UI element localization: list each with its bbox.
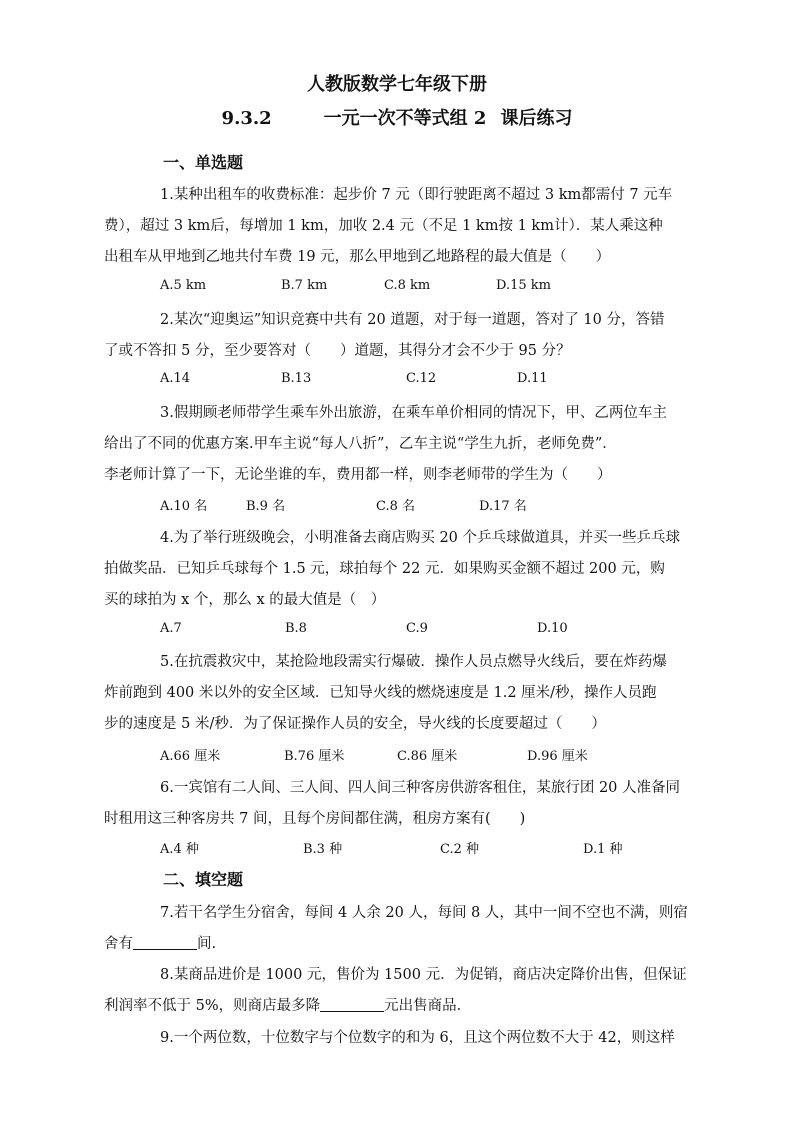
question-3-option-d: D.17 名	[479, 499, 527, 514]
question-2-option-d: D.11	[517, 371, 548, 386]
question-1-option-c: C.8 km	[384, 278, 431, 293]
question-6-option-c: C.2 种	[440, 842, 480, 857]
subtitle-section-number: 9.3.2	[221, 108, 272, 129]
question-2-line-1: 2.某次“迎奥运”知识竞赛中共有 20 道题，对于每一道题，答对了 10 分，答错	[160, 312, 665, 328]
question-4-line-1: 4.为了举行班级晚会，小明准备去商店购买 20 个乒乓球做道具，并买一些乒乓球	[160, 530, 681, 546]
question-3-line-3: 李老师计算了一下，无论坐谁的车，费用都一样，则李老师带的学生为（ ）	[104, 467, 612, 483]
question-6-option-b: B.3 种	[303, 842, 343, 857]
question-2-option-a: A.14	[160, 371, 191, 386]
section-heading-fill-blank: 二、填空题	[163, 870, 244, 889]
question-6-option-d: D.1 种	[583, 842, 623, 857]
question-9-line-1: 9.一个两位数，十位数字与个位数字的和为 6，且这个两位数不大于 42，则这样	[160, 1030, 675, 1046]
question-6-option-a: A.4 种	[160, 842, 199, 857]
question-5-option-d: D.96 厘米	[527, 749, 588, 764]
question-1-line-3: 出租车从甲地到乙地共付车费 19 元，那么甲地到乙地路程的最大值是（ ）	[104, 249, 611, 265]
document-subtitle	[0, 104, 794, 130]
question-7-answer-blank[interactable]	[133, 935, 197, 950]
question-3-option-a: A.10 名	[160, 499, 208, 514]
question-1-option-b: B.7 km	[281, 278, 328, 293]
question-5-option-b: B.76 厘米	[284, 749, 345, 764]
question-4-option-c: C.9	[406, 621, 428, 636]
question-4-option-a: A.7	[160, 621, 182, 636]
question-2-option-c: C.12	[406, 371, 437, 386]
question-1-line-1: 1.某种出租车的收费标准：起步价 7 元（即行驶距离不超过 3 km都需付 7 元车	[160, 187, 673, 203]
subtitle-type: 课后练习	[500, 108, 573, 129]
question-1-option-a: A.5 km	[160, 278, 207, 293]
question-7-line-2	[104, 932, 216, 953]
question-7-text-before-blank: 舍有	[104, 936, 133, 952]
question-4-option-d: D.10	[537, 621, 568, 636]
question-3-option-c: C.8 名	[376, 499, 416, 514]
question-8-line-1: 8.某商品进价是 1000 元，售价为 1500 元．为促销，商店决定降价出售，但保证	[160, 967, 687, 983]
subtitle-topic: 一元一次不等式组 2	[323, 108, 487, 129]
question-6-line-2: 时租用这三种客房共 7 间，且每个房间都住满，租房方案有( )	[104, 811, 526, 827]
question-1-line-2: 费），超过 3 km后，每增加 1 km，加收 2.4 元（不足 1 km按 1 km计）．某人乘这种	[104, 218, 663, 234]
question-7-text-after-blank: 间.	[197, 936, 217, 952]
question-2-option-b: B.13	[281, 371, 312, 386]
question-5-option-a: A.66 厘米	[160, 749, 221, 764]
question-2-line-2: 了或不答扣 5 分，至少要答对（ ）道题，其得分才会不少于 95 分？	[104, 343, 571, 359]
question-1-option-d: D.15 km	[496, 278, 551, 293]
question-5-line-2: 炸前跑到 400 米以外的安全区域．已知导火线的燃烧速度是 1.2 厘米/秒，操作人员跑	[104, 685, 657, 701]
question-8-answer-blank[interactable]	[320, 997, 384, 1012]
question-8-line-2	[104, 994, 471, 1015]
question-7-line-1: 7.若干名学生分宿舍，每间 4 人余 20 人，每间 8 人，其中一间不空也不满，则宿	[160, 905, 688, 921]
question-8-text-after-blank: 元出售商品．	[384, 998, 472, 1014]
question-3-line-2: 给出了不同的优惠方案.甲车主说“每人八折”，乙车主说“学生九折，老师免费”．	[104, 436, 617, 452]
question-5-line-3: 步的速度是 5 米/秒．为了保证操作人员的安全，导火线的长度要超过（ ）	[104, 716, 606, 732]
question-4-line-3: 买的球拍为 x 个，那么 x 的最大值是（ ）	[104, 592, 386, 608]
document-title: 人教版数学七年级下册	[307, 74, 487, 95]
question-4-line-2: 拍做奖品．已知乒乓球每个 1.5 元，球拍每个 22 元．如果购买金额不超过 200 元，购	[104, 561, 665, 577]
question-5-line-1: 5.在抗震救灾中，某抢险地段需实行爆破．操作人员点燃导火线后，要在炸药爆	[160, 654, 667, 670]
question-3-option-b: B.9 名	[246, 499, 286, 514]
question-8-text-before-blank: 利润率不低于 5%，则商店最多降	[104, 998, 321, 1014]
question-6-line-1: 6.一宾馆有二人间、三人间、四人间三种客房供游客租住，某旅行团 20 人准备同	[160, 780, 681, 796]
question-4-option-b: B.8	[285, 621, 307, 636]
section-heading-single-choice: 一、单选题	[163, 153, 244, 172]
question-3-line-1: 3.假期顾老师带学生乘车外出旅游，在乘车单价相同的情况下，甲、乙两位车主	[160, 405, 667, 421]
question-5-option-c: C.86 厘米	[397, 749, 458, 764]
